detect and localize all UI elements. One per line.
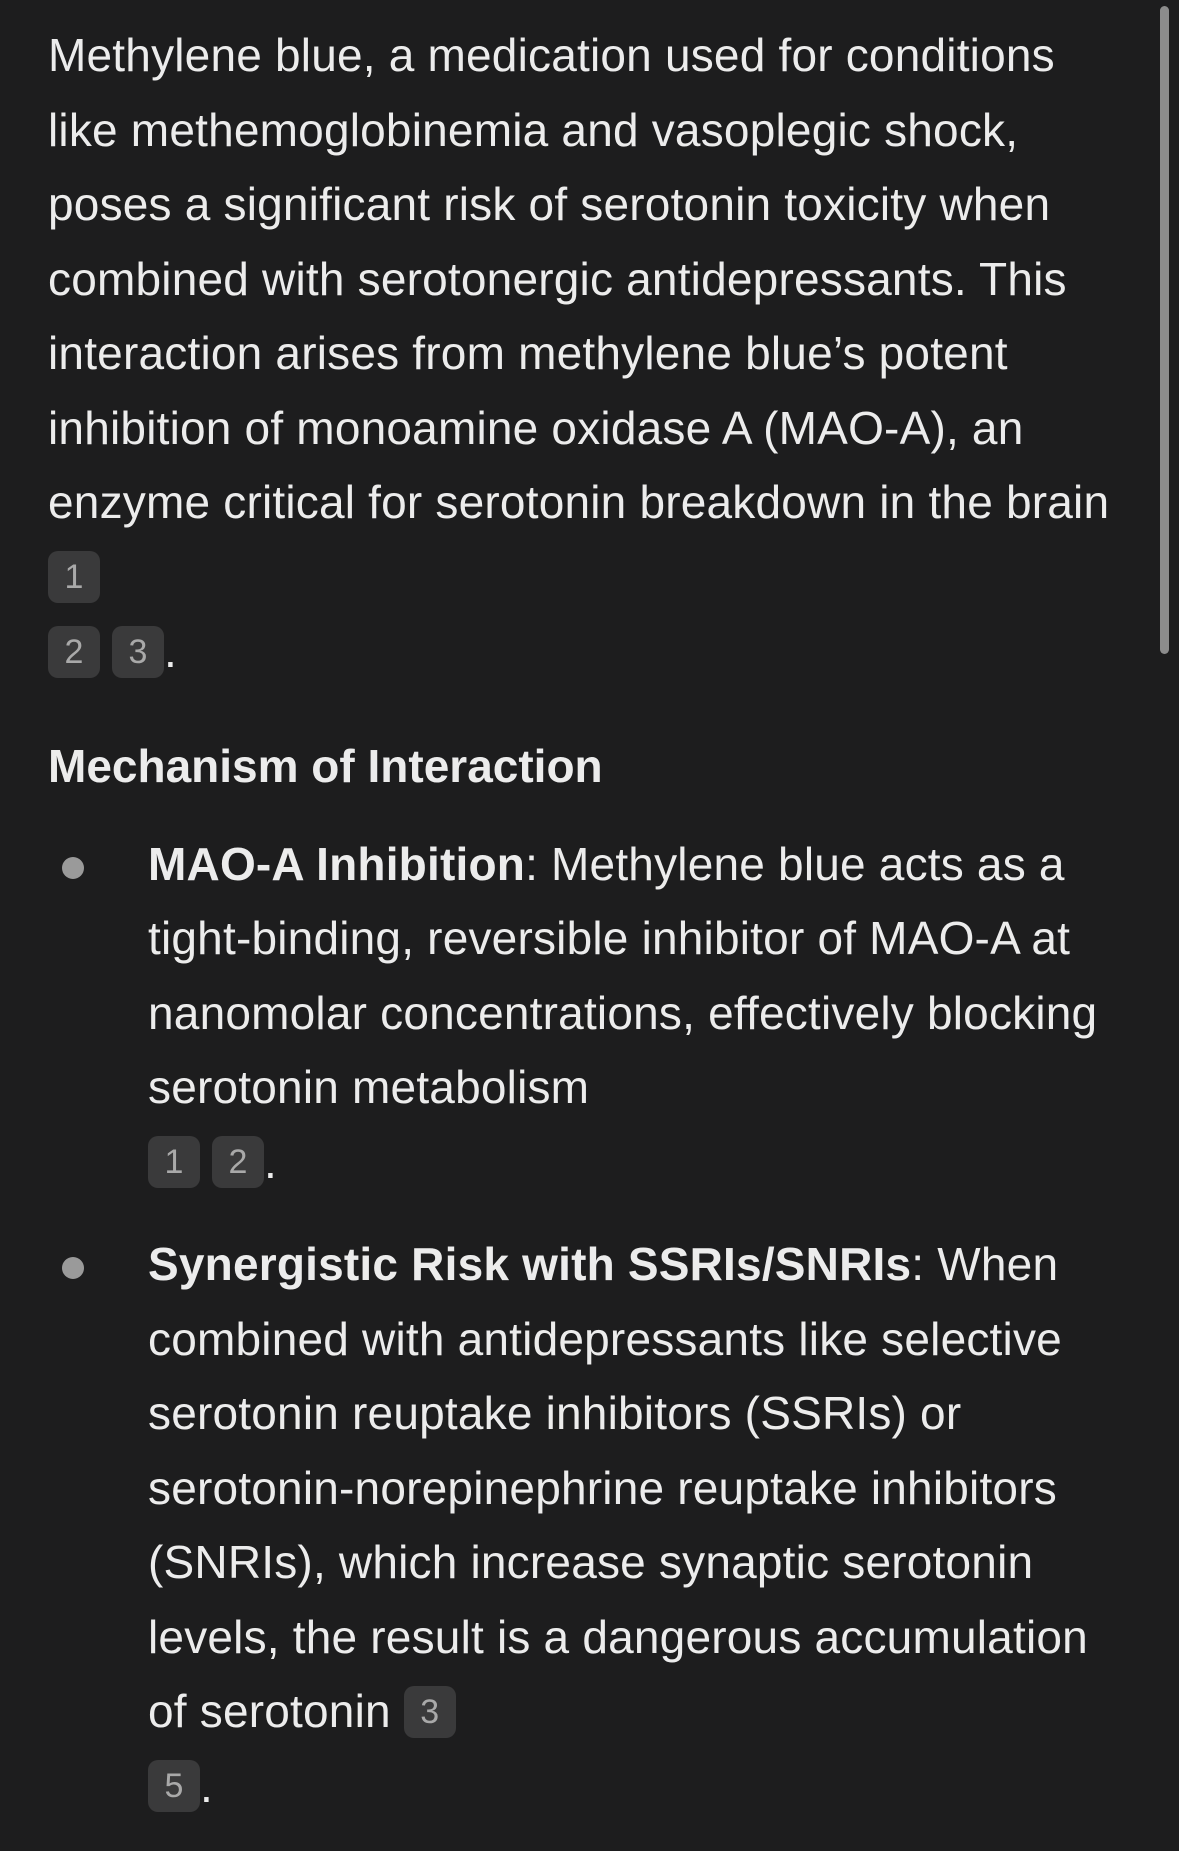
- scrollbar-thumb[interactable]: [1160, 6, 1169, 654]
- intro-end: .: [164, 625, 177, 677]
- bullet-end: .: [264, 1135, 277, 1188]
- list-item: [48, 827, 1128, 1200]
- bullet-list: [48, 827, 1128, 1824]
- intro-paragraph: [48, 18, 1128, 689]
- citation-badge[interactable]: 5: [148, 1760, 200, 1812]
- bullet-text: : Methylene blue acts as a tight-binding, reversible inhibitor of MAO-A at nanomolar concentrations, effectively blocking serotonin metabolism: [148, 837, 1098, 1113]
- section-heading: Mechanism of Interaction: [48, 739, 603, 792]
- citation-badge[interactable]: 1: [48, 551, 100, 603]
- bullet-end: .: [200, 1759, 213, 1812]
- citation-badge[interactable]: 3: [112, 626, 164, 678]
- bullet-text: : When combined with antidepressants like selective serotonin reuptake inhibitors (SSRIs) or serotonin-norepinephrine reuptake inhibitors (SNRIs), which increase synaptic serotonin levels, the result is a dangerous accumulation of serotonin: [148, 1238, 1088, 1737]
- bullet-term: Synergistic Risk with SSRIs/SNRIs: [148, 1238, 912, 1290]
- message-content: [48, 18, 1128, 1851]
- bullet-term: MAO-A Inhibition: [148, 837, 526, 890]
- citation-badge[interactable]: 1: [148, 1136, 200, 1188]
- citation-badge[interactable]: 3: [404, 1686, 456, 1738]
- intro-text: Methylene blue, a medication used for conditions like methemoglobinemia and vasoplegic shock, poses a significant risk of serotonin toxicity when combined with serotonergic antidepressants. This interaction arises from methylene blue’s potent inhibition of monoamine oxidase A (MAO-A), an enzyme critical for serotonin breakdown in the brain: [48, 29, 1110, 528]
- list-item: [48, 1227, 1128, 1823]
- citation-badge[interactable]: 2: [48, 626, 100, 678]
- citation-badge[interactable]: 2: [212, 1136, 264, 1188]
- bullet-dot-icon: [62, 857, 84, 879]
- bullet-dot-icon: [62, 1257, 84, 1279]
